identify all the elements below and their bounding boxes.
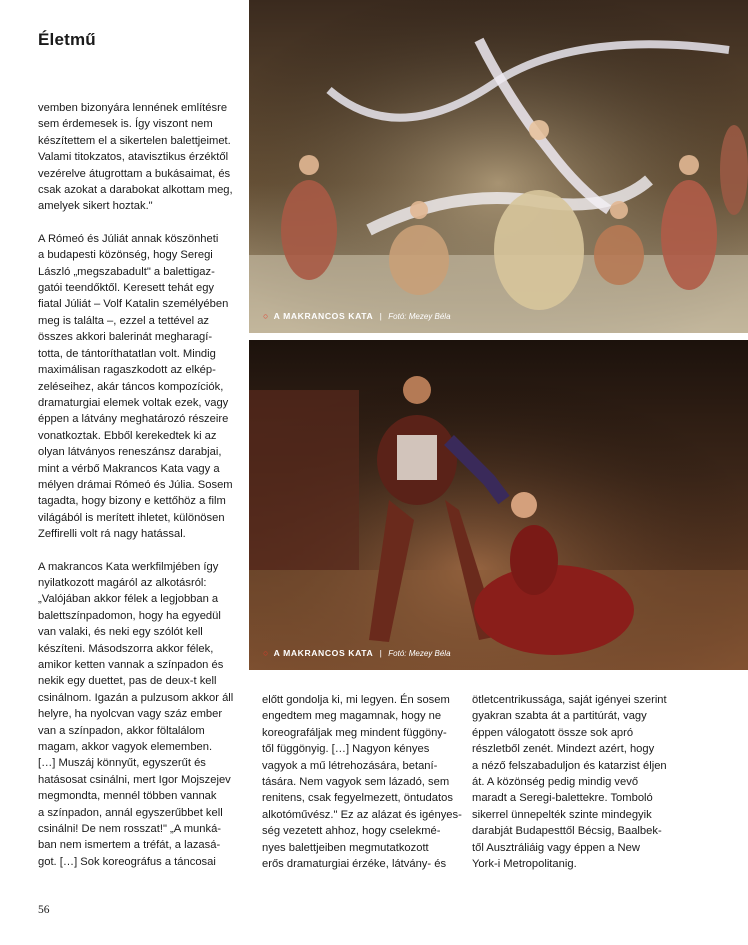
paragraph: ötletcentrikussága, saját igényei szerint gyakran szabta át a partitúrát, vagy éppen válogatott össze sok apró részletből zenét. Mindezt azért, hogy a néző felszabaduljon és katarzist éljen át. A közönség pedig mindig vevő maradt a Seregi-balettekre. Tomboló sikerrel ünnepelték szinte mindegyik darabját Budapesttől Bécsig, Baalbek- től Ausztráliáig vagy éppen a New York-i Metropolitanig.: [472, 694, 667, 871]
caption-separator: |: [379, 311, 382, 321]
caption-title: A MAKRANCOS KATA: [273, 648, 374, 658]
paragraph: vemben bizonyára lennének említésre sem érdemesek is. Így viszont nem készítettem el a sikertelen balettjeimet. Valami titokzatos, atavisztikus érzéktől vezérelve átugrottam a bukásaimat, és csak azokat a darabokat alkottam meg, amelyek sikert hoztak.": [38, 102, 233, 213]
photo-credit: Fotó: Mezey Béla: [388, 312, 451, 321]
ballet-photo-duet: [249, 340, 748, 670]
paragraph: A Rómeó és Júliát annak köszönheti a budapesti közönség, hogy Seregi László „megszabadult" a balettigaz- gatói teendőktől. Keresett tehát egy fiatal Júliát – Volf Katalin személyében meg is találta –, ezzel a tettével az összes akkori balerinát megharagí- totta, de tántoríthatatlan volt. Mindig maximálisan ragaszkodott az elkép- zeléseihez, akár táncos kompozíciók, dramaturgiai elemek voltak ezek, vagy éppen a látvány meghatározó részeire vonatkoztak. Ebből kerekedtek ki az olyan látványos reneszánsz darabjai, mint a vérbő Makrancos Kata vagy a mélyen drámai Rómeó és Júlia. Sosem tagadta, hogy bizony e kettőhöz a film világából is merített ihletet, különösen Zeffirelli volt rá nagy hatással.: [38, 232, 233, 541]
left-text-column: [38, 100, 246, 886]
page-title: Életmű: [38, 30, 96, 49]
photo-caption: [263, 648, 451, 658]
photo-illustration: [249, 0, 748, 333]
right-text-column: [472, 692, 692, 888]
caption-separator: |: [379, 648, 382, 658]
photo-caption: [263, 311, 451, 321]
ring-bullet-icon: ○: [263, 311, 269, 321]
page-number: 56: [38, 904, 50, 916]
paragraph: A makrancos Kata werkfilmjében így nyilatkozott magáról az alkotásról: „Valójában akkor félek a legjobban a balettszínpadomon, hogy ha egyedül van valaki, és neki egy szólót kell készíteni. Másodszorra akkor félek, amikor ketten vannak a színpadon és nekik egy duettet, pas de deux-t kell csinálnom. Igazán a pulzusom akkor áll helyre, ha nyolcvan vagy száz ember van a színpadon, akkor föltalálom magam, akkor vagyok elememben. […] Muszáj könnyűt, egyszerűt és hatásosat csinálni, mert Igor Mojszejev megmondta, mennél többen vannak a színpadon, annál egyszerűbbet kell csinálni! De nem rosszat!" „A munká- ban nem ismertem a tréfát, a lazasá- got. […] Sok koreográfus a táncosai: [38, 560, 234, 868]
paragraph: előtt gondolja ki, mi legyen. Én sosem engedtem meg magamnak, hogy ne koreografáljak meg mindent függöny- től függönyig. […] Nagyon kényes vagyok a mű létrehozására, betaní- tására. Nem vagyok sem lázadó, sem renitens, csak fegyelmezett, öntudatos alkotóművész." Ez az alázat és igényes- ség vezetett ahhoz, hogy cselekmé- nyes balettjeiben megmutatkozott erős dramaturgiai érzéke, látvány- és: [262, 694, 462, 871]
caption-title: A MAKRANCOS KATA: [273, 311, 374, 321]
ballet-photo-ensemble: [249, 0, 748, 333]
photo-illustration: [249, 340, 748, 670]
ring-bullet-icon: ○: [263, 648, 269, 658]
middle-text-column: [262, 692, 462, 888]
photo-credit: Fotó: Mezey Béla: [388, 649, 451, 658]
